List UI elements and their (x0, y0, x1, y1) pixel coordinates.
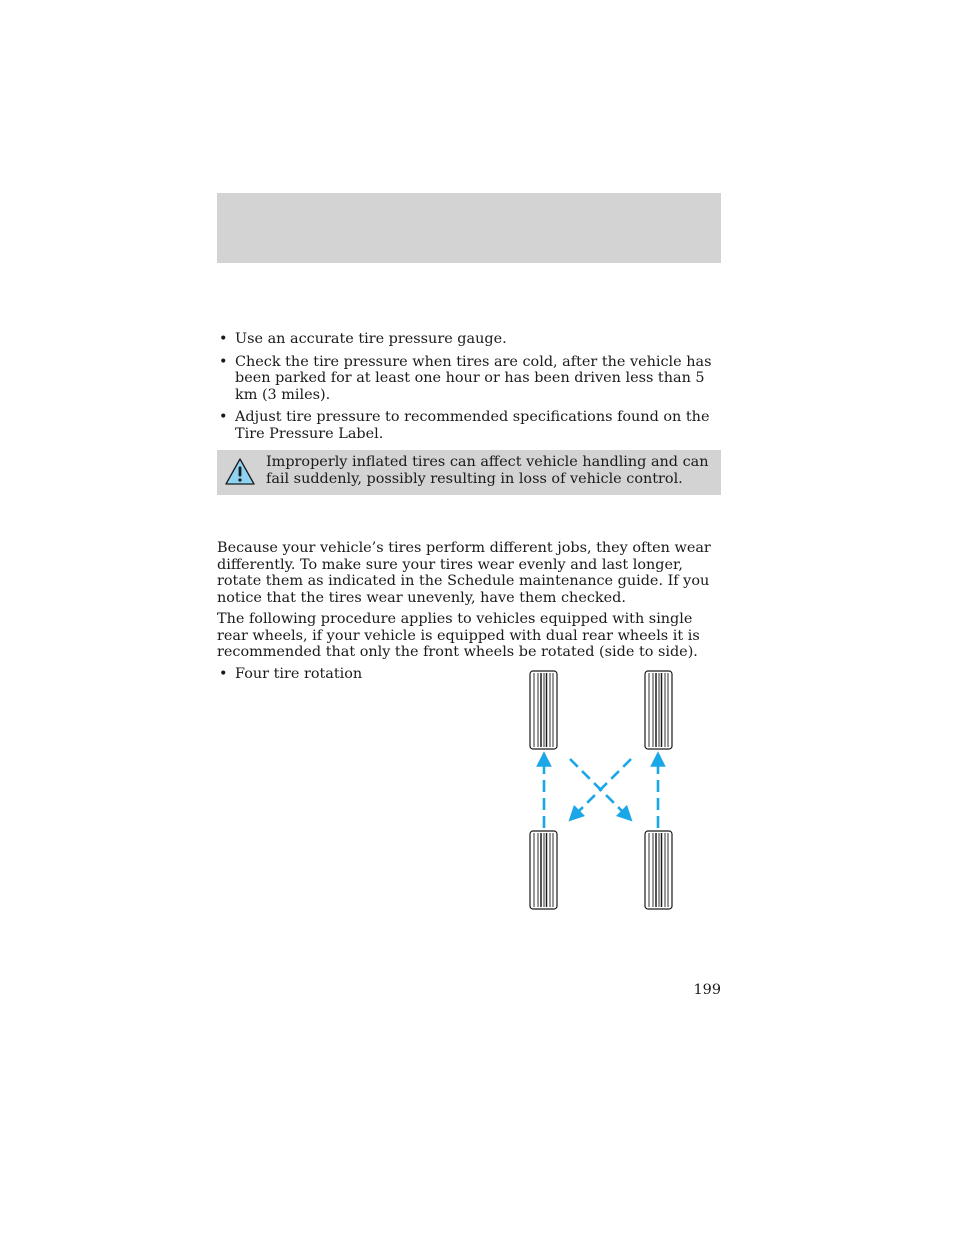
rotation-paragraph-1: Because your vehicle’s tires perform different jobs, they often wear differently. To make sure your tires wear evenly and last longer, rotate them as indicated in the Schedule maintenance guide. If you notice that the tires wear unevenly, have them checked. (217, 540, 711, 606)
bullet-dot: • (219, 353, 228, 370)
arrow-front-right-to-rear-left (574, 759, 631, 816)
bullet-text: Check the tire pressure when tires are cold, after the vehicle has been parked for at least one hour or has been driven less than 5 km (3 miles). (235, 353, 712, 403)
warning-box (217, 450, 721, 495)
bullet-dot: • (219, 331, 228, 347)
arrow-front-left-to-rear-right (570, 759, 627, 816)
bullet-text: Adjust tire pressure to recommended specifications found on the Tire Pressure Label. (235, 409, 710, 442)
tire-front-right (645, 671, 672, 749)
tire-rear-left (530, 831, 557, 909)
tire-front-left (530, 671, 557, 749)
bullet-dot: • (219, 409, 228, 425)
warning-triangle-icon (224, 457, 256, 491)
pressure-bullet-list (217, 331, 721, 448)
list-item (217, 354, 721, 404)
rotation-paragraph-2: The following procedure applies to vehicles equipped with single rear wheels, if your vehicle is equipped with dual rear wheels it is recommended that only the front wheels be rotated (side to side). (217, 611, 700, 660)
bullet-dot: • (219, 666, 228, 682)
header-band (217, 193, 721, 263)
warning-text: Improperly inflated tires can affect vehicle handling and can fail suddenly, possibly resulting in loss of vehicle control. (266, 454, 709, 487)
bullet-text: Use an accurate tire pressure gauge. (235, 331, 507, 347)
page-number: 199 (693, 982, 721, 998)
list-item (217, 409, 721, 442)
list-item (217, 331, 721, 348)
tire-rear-right (645, 831, 672, 909)
bullet-text: Four tire rotation (235, 666, 363, 682)
tire-rotation-diagram (520, 660, 690, 919)
